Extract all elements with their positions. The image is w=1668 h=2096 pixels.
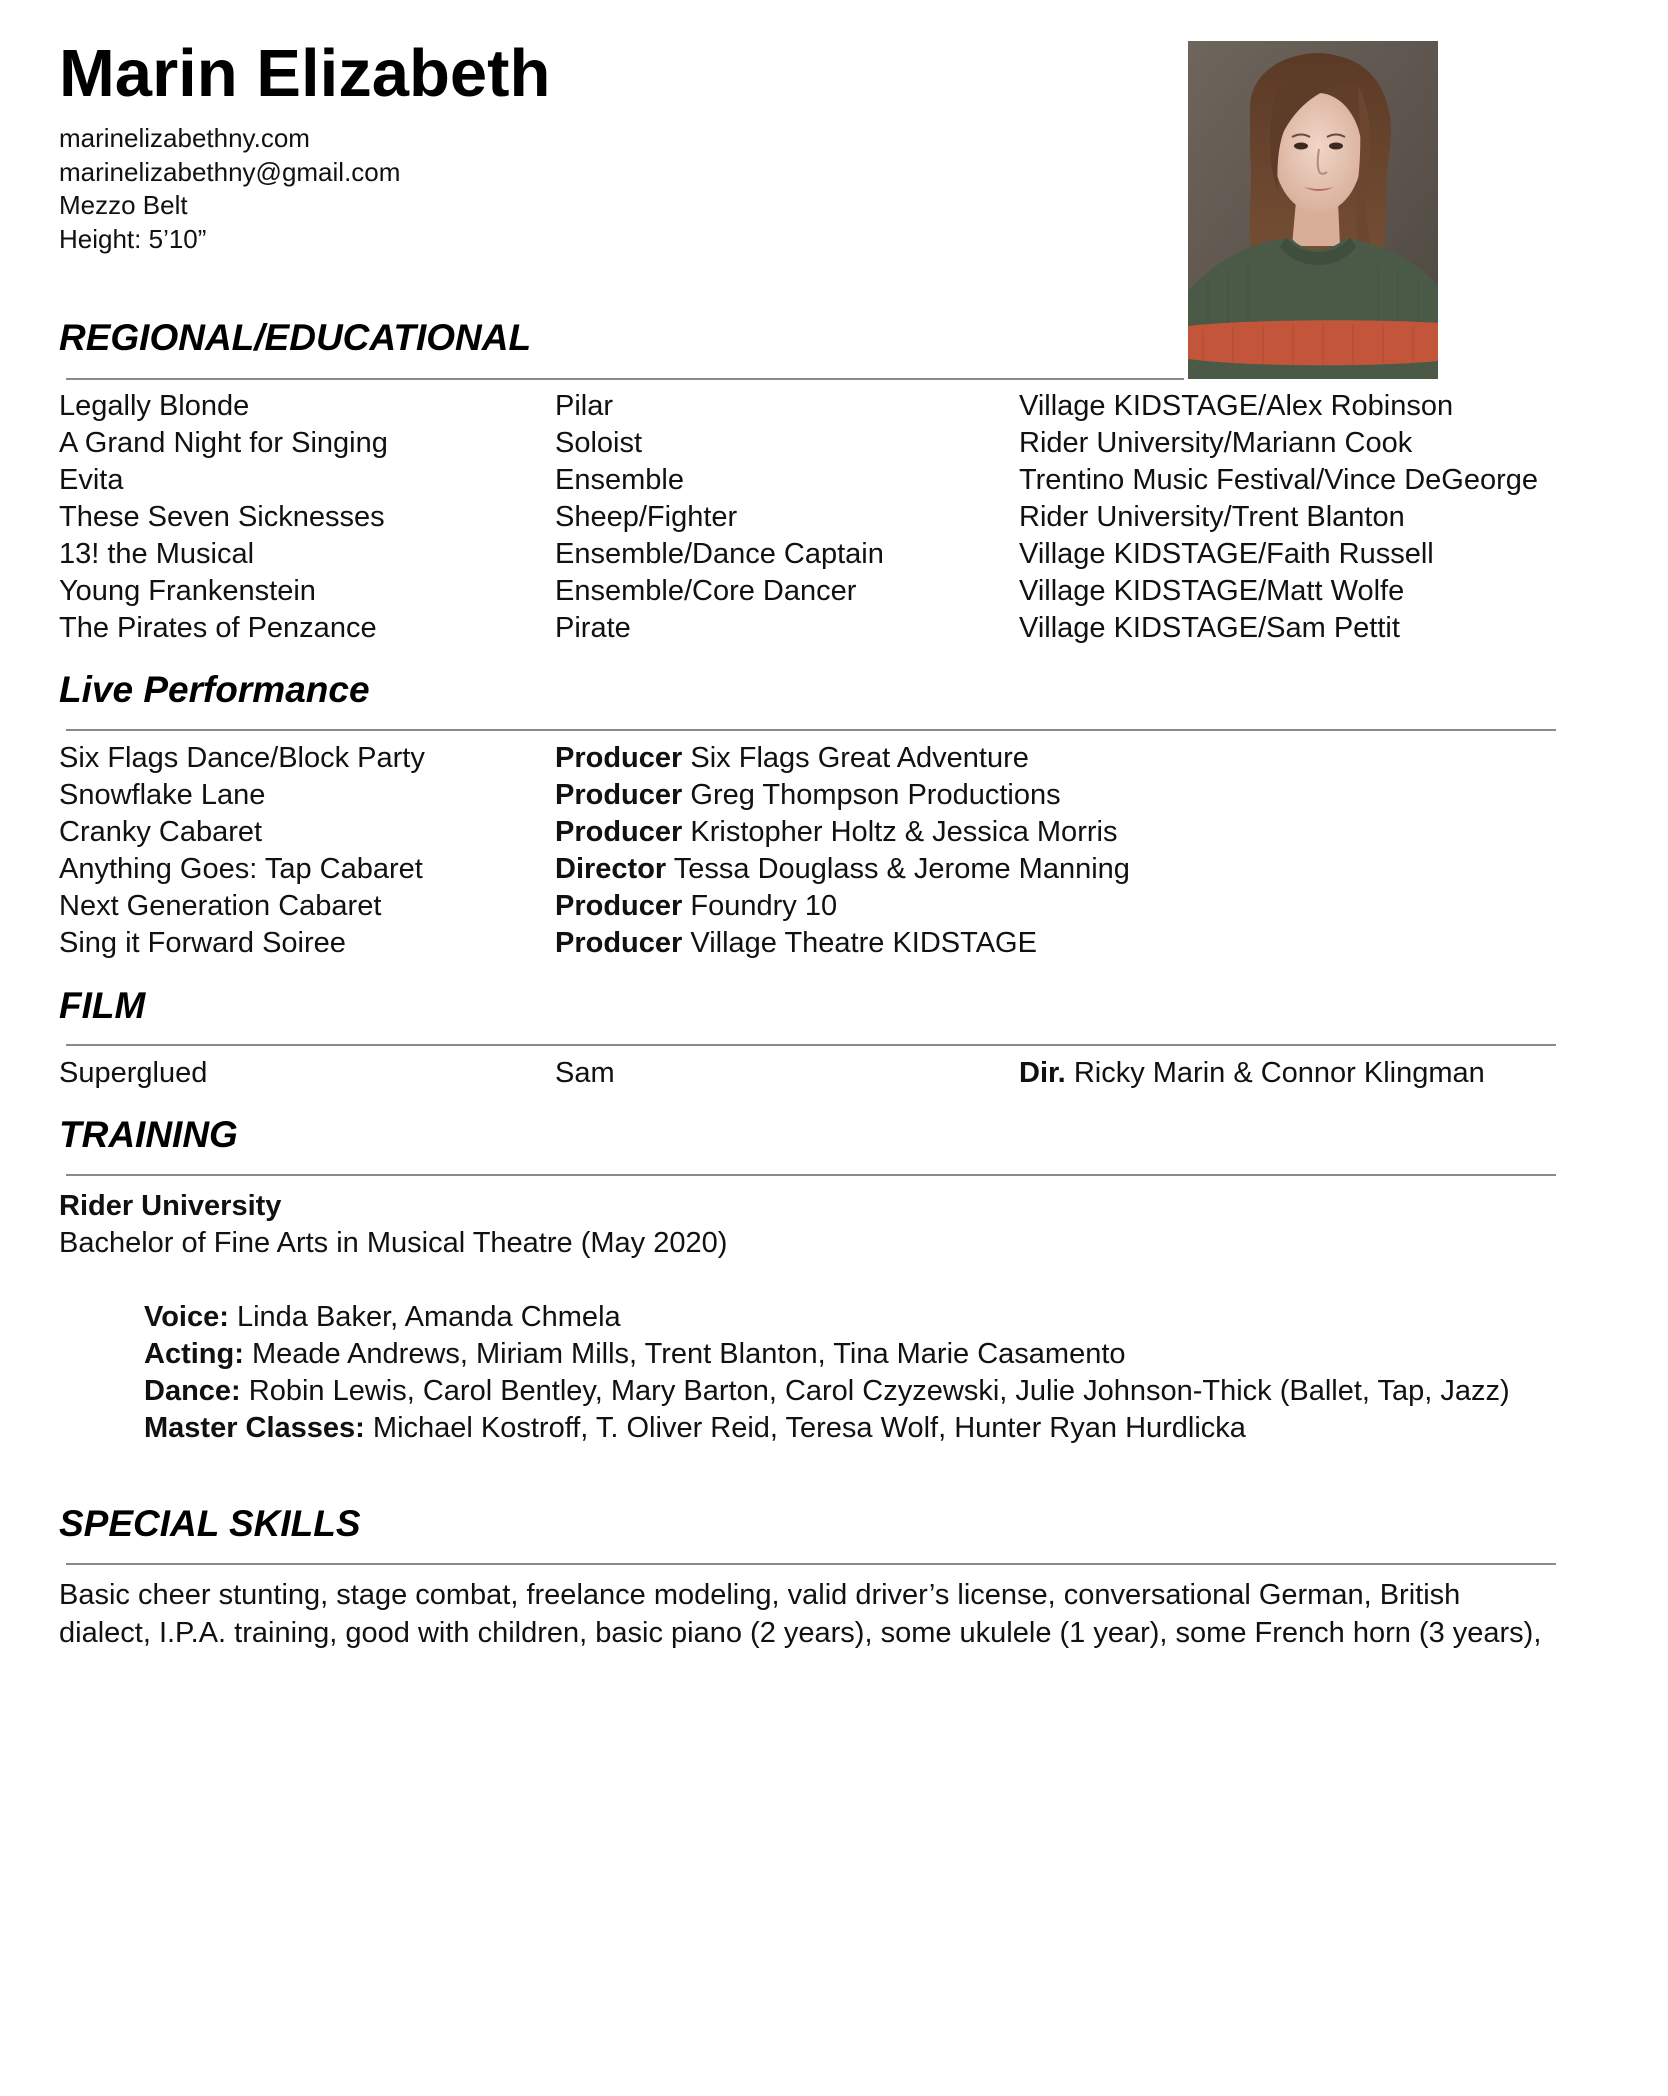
event-title: Anything Goes: Tap Cabaret <box>59 853 423 885</box>
credit-label: Producer <box>555 779 683 811</box>
height: Height: 5’10” <box>59 223 207 254</box>
credit-row <box>59 740 1619 777</box>
credit <box>555 925 1037 962</box>
voice-type: Mezzo Belt <box>59 190 188 220</box>
show-title: Young Frankenstein <box>59 575 316 607</box>
film-credits-list <box>59 1055 1619 1092</box>
show-title: Evita <box>59 464 124 496</box>
role: Ensemble/Core Dancer <box>555 575 857 607</box>
training-block <box>59 1188 1559 1447</box>
show-title: Legally Blonde <box>59 390 250 422</box>
role: Pirate <box>555 612 631 644</box>
company: Trentino Music Festival/Vince DeGeorge <box>1019 464 1538 496</box>
credit-label: Producer <box>555 890 683 922</box>
section-title-live: Live Performance <box>59 669 370 710</box>
event-title: Six Flags Dance/Block Party <box>59 742 425 774</box>
credit-row <box>59 925 1619 962</box>
event-title: Snowflake Lane <box>59 779 266 811</box>
credit-row <box>59 499 1619 536</box>
role: Sam <box>555 1057 615 1089</box>
live-credits-list <box>59 740 1619 962</box>
headshot-photo <box>1188 41 1438 379</box>
teacher-line-voice <box>144 1299 1584 1336</box>
credit <box>555 777 1061 814</box>
teacher-label: Voice: <box>144 1301 229 1333</box>
role: Ensemble <box>555 464 684 496</box>
credit-row <box>59 777 1619 814</box>
show-title: 13! the Musical <box>59 538 255 570</box>
teacher-label: Acting: <box>144 1338 244 1370</box>
credit <box>1019 1055 1485 1092</box>
teacher-names: Robin Lewis, Carol Bentley, Mary Barton, Carol Czyzewski, Julie Johnson-Thick (Ballet, Tap, Jazz) <box>248 1375 1510 1407</box>
show-title: The Pirates of Penzance <box>59 612 377 644</box>
section-title-skills: SPECIAL SKILLS <box>59 1503 361 1544</box>
divider-training <box>66 1174 1556 1176</box>
teacher-label: Master Classes: <box>144 1412 365 1444</box>
divider-film <box>66 1044 1556 1046</box>
company: Village KIDSTAGE/Matt Wolfe <box>1019 575 1405 607</box>
credit-label: Director <box>555 853 667 885</box>
skills-text: Basic cheer stunting, stage combat, freelance modeling, valid driver’s license, conversational German, British dialect, I.P.A. training, good with children, basic piano (2 years), some ukulele (1 year), some French horn (3 years), <box>59 1579 1542 1649</box>
performer-name: Marin Elizabeth <box>59 36 551 111</box>
credit-row <box>59 888 1619 925</box>
credit-name: Kristopher Holtz & Jessica Morris <box>690 816 1118 848</box>
divider-live <box>66 729 1556 731</box>
credit <box>555 888 837 925</box>
section-title-regional: REGIONAL/EDUCATIONAL <box>59 317 532 358</box>
credit-label: Producer <box>555 927 683 959</box>
credit <box>555 851 1130 888</box>
event-title: Sing it Forward Soiree <box>59 927 346 959</box>
credit-row <box>59 814 1619 851</box>
regional-credits-list <box>59 388 1619 647</box>
teacher-names: Linda Baker, Amanda Chmela <box>236 1301 621 1333</box>
role: Sheep/Fighter <box>555 501 738 533</box>
credit-row <box>59 388 1619 425</box>
credit-name: Village Theatre KIDSTAGE <box>690 927 1037 959</box>
credit-name: Ricky Marin & Connor Klingman <box>1073 1057 1485 1089</box>
teacher-line-master-classes <box>144 1410 1584 1447</box>
section-title-training: TRAINING <box>59 1114 238 1155</box>
credit-row <box>59 851 1619 888</box>
divider-skills <box>66 1563 1556 1565</box>
role: Pilar <box>555 390 614 422</box>
company: Village KIDSTAGE/Faith Russell <box>1019 538 1434 570</box>
event-title: Cranky Cabaret <box>59 816 263 848</box>
teacher-names: Michael Kostroff, T. Oliver Reid, Teresa Wolf, Hunter Ryan Hurdlicka <box>372 1412 1246 1444</box>
credit-row <box>59 425 1619 462</box>
company: Rider University/Mariann Cook <box>1019 427 1413 459</box>
credit-name: Greg Thompson Productions <box>690 779 1061 811</box>
credit <box>555 740 1029 777</box>
divider-regional <box>66 378 1184 380</box>
section-title-film: FILM <box>59 985 146 1026</box>
film-title: Superglued <box>59 1057 208 1089</box>
teacher-names: Meade Andrews, Miriam Mills, Trent Blanton, Tina Marie Casamento <box>251 1338 1126 1370</box>
company: Village KIDSTAGE/Alex Robinson <box>1019 390 1454 422</box>
teacher-label: Dance: <box>144 1375 241 1407</box>
credit-row <box>59 610 1619 647</box>
credit-row <box>59 1055 1619 1092</box>
website[interactable]: marinelizabethny.com <box>59 123 310 153</box>
teachers-list <box>144 1299 1584 1447</box>
role: Ensemble/Dance Captain <box>555 538 884 570</box>
credit-label: Producer <box>555 742 683 774</box>
credit-name: Six Flags Great Adventure <box>690 742 1029 774</box>
show-title: A Grand Night for Singing <box>59 427 388 459</box>
company: Village KIDSTAGE/Sam Pettit <box>1019 612 1400 644</box>
credit-label: Dir. <box>1019 1057 1066 1089</box>
credit-name: Tessa Douglass & Jerome Manning <box>673 853 1130 885</box>
credit <box>555 814 1117 851</box>
credit-row <box>59 536 1619 573</box>
degree: Bachelor of Fine Arts in Musical Theatre (May 2020) <box>59 1227 728 1259</box>
credit-row <box>59 462 1619 499</box>
role: Soloist <box>555 427 643 459</box>
credit-row <box>59 573 1619 610</box>
teacher-line-dance <box>144 1373 1584 1410</box>
contact-block <box>59 122 400 256</box>
credit-name: Foundry 10 <box>690 890 838 922</box>
teacher-line-acting <box>144 1336 1584 1373</box>
school-name: Rider University <box>59 1190 282 1222</box>
event-title: Next Generation Cabaret <box>59 890 382 922</box>
credit-label: Producer <box>555 816 683 848</box>
company: Rider University/Trent Blanton <box>1019 501 1405 533</box>
email[interactable]: marinelizabethny@gmail.com <box>59 156 401 187</box>
show-title: These Seven Sicknesses <box>59 501 385 533</box>
